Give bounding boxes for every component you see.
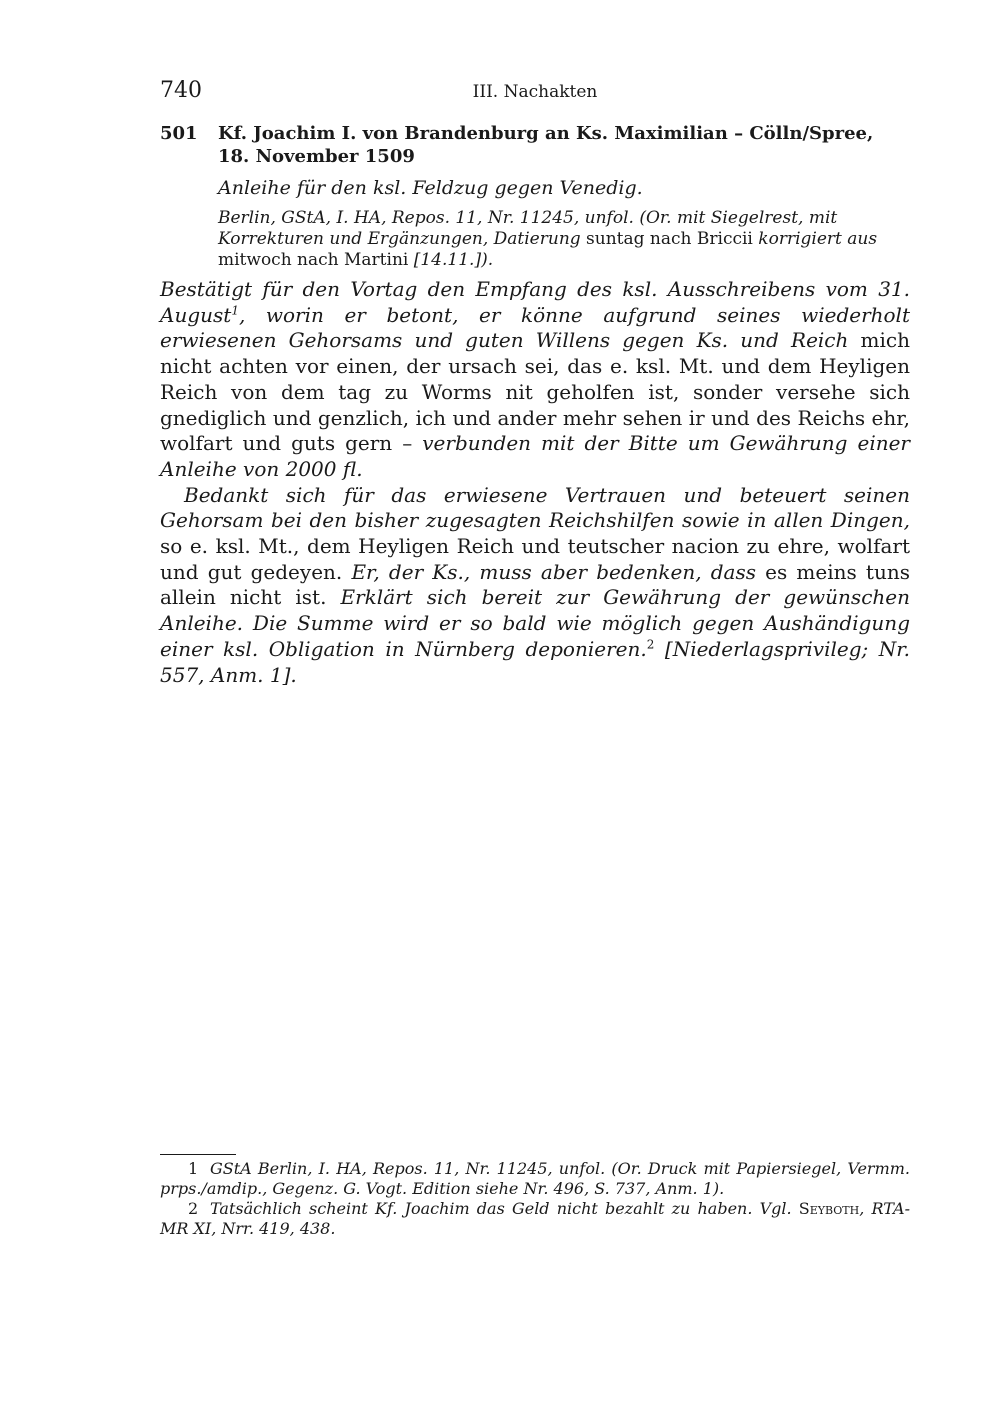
document-number: 501 [160,123,198,144]
running-title: III. Nachakten [472,82,598,102]
footnote-ref[interactable]: 2 [646,637,655,652]
document-title: Kf. Joachim I. von Brandenburg an Ks. Maximilian – Cölln/Spree, 18. November 1509 [218,123,874,167]
text-run: es meins tuns allein nicht ist. [160,559,910,610]
footnotes [160,1154,910,1239]
footnote-number: 2 [188,1199,199,1218]
source-part: Berlin, GStA, I. HA, Repos. 11, Nr. 11245, unfol. (Or. mit Siegelrest, mit Korrekturen und Ergänzungen, Datierung [218,208,838,249]
text-run: verbunden mit der Bitte um Gewährung einer Anleihe von 2000 fl. [160,431,910,481]
source-part: [14.11.]). [413,250,494,270]
footnote-2 [160,1199,910,1239]
text-run: Bestätigt für den Vortag den Empfang des ksl. Ausschreibens vom 31. August [160,277,910,327]
text-run: , worin er betont, er könne aufgrund seines wiederholt erwiesenen Gehorsams und guten Willens gegen Ks. und Reich [160,302,910,353]
paragraph [160,277,910,483]
page [160,78,910,1378]
footnote-1 [160,1159,910,1199]
footnote-text: GStA Berlin, I. HA, Repos. 11, Nr. 11245, unfol. (Or. Druck mit Papiersiegel, Vermm. prps./amdip., Gegenz. G. Vogt. Edition siehe Nr. 496, S. 737, Anm. 1). [160,1159,910,1198]
footnote-ref[interactable]: 1 [231,303,239,318]
source-part: korrigiert aus [758,229,878,249]
text-run: so e. ksl. Mt., dem Heyligen Reich und teutscher nacion zu ehre, wolfart und gut gedeyen. [160,534,910,584]
text-run: Erklärt sich bereit zur Gewährung der gewünschen Anleihe. Die Summe wird er so bald wie möglich gegen Aushändigung einer ksl. Obligation in Nürnberg deponieren. [160,585,910,661]
body-text [160,277,910,688]
running-head [160,78,910,108]
document-source [160,208,910,271]
document-heading [160,122,910,168]
text-run: Bedankt sich für das erwiesene Vertrauen und beteuert seinen Gehorsam bei den bisher zugesagten Reichshilfen sowie in allen Dingen, [160,482,910,533]
paragraph [160,483,910,689]
footnote-author: Seyboth [798,1199,860,1218]
footnote-rule [160,1154,236,1155]
text-run: mich nicht achten vor einen, der ursach sei, das e. ksl. Mt. und dem Heyligen Reich von dem tag zu Worms nit geholfen ist, sonder versehe sich gnediglich und genzlich, ich und ander mehr sehen ir und des Reichs ehr, wolfart und guts gern – [160,328,910,456]
source-part: mitwoch nach Martini [218,250,414,270]
text-run: Er, der Ks., muss aber bedenken, dass [351,559,756,584]
text-run: [Niederlagsprivileg; Nr. 557, Anm. 1]. [160,636,910,687]
source-part: suntag nach Briccii [580,229,759,249]
page-number: 740 [160,78,202,103]
footnote-text: , RTA-MR XI, Nrr. 419, 438. [160,1199,910,1238]
footnote-text: Tatsächlich scheint Kf. Joachim das Geld nicht bezahlt zu haben. Vgl. [210,1199,799,1218]
footnote-number: 1 [188,1159,199,1178]
document-regest: Anleihe für den ksl. Feldzug gegen Venedig. [218,177,643,199]
